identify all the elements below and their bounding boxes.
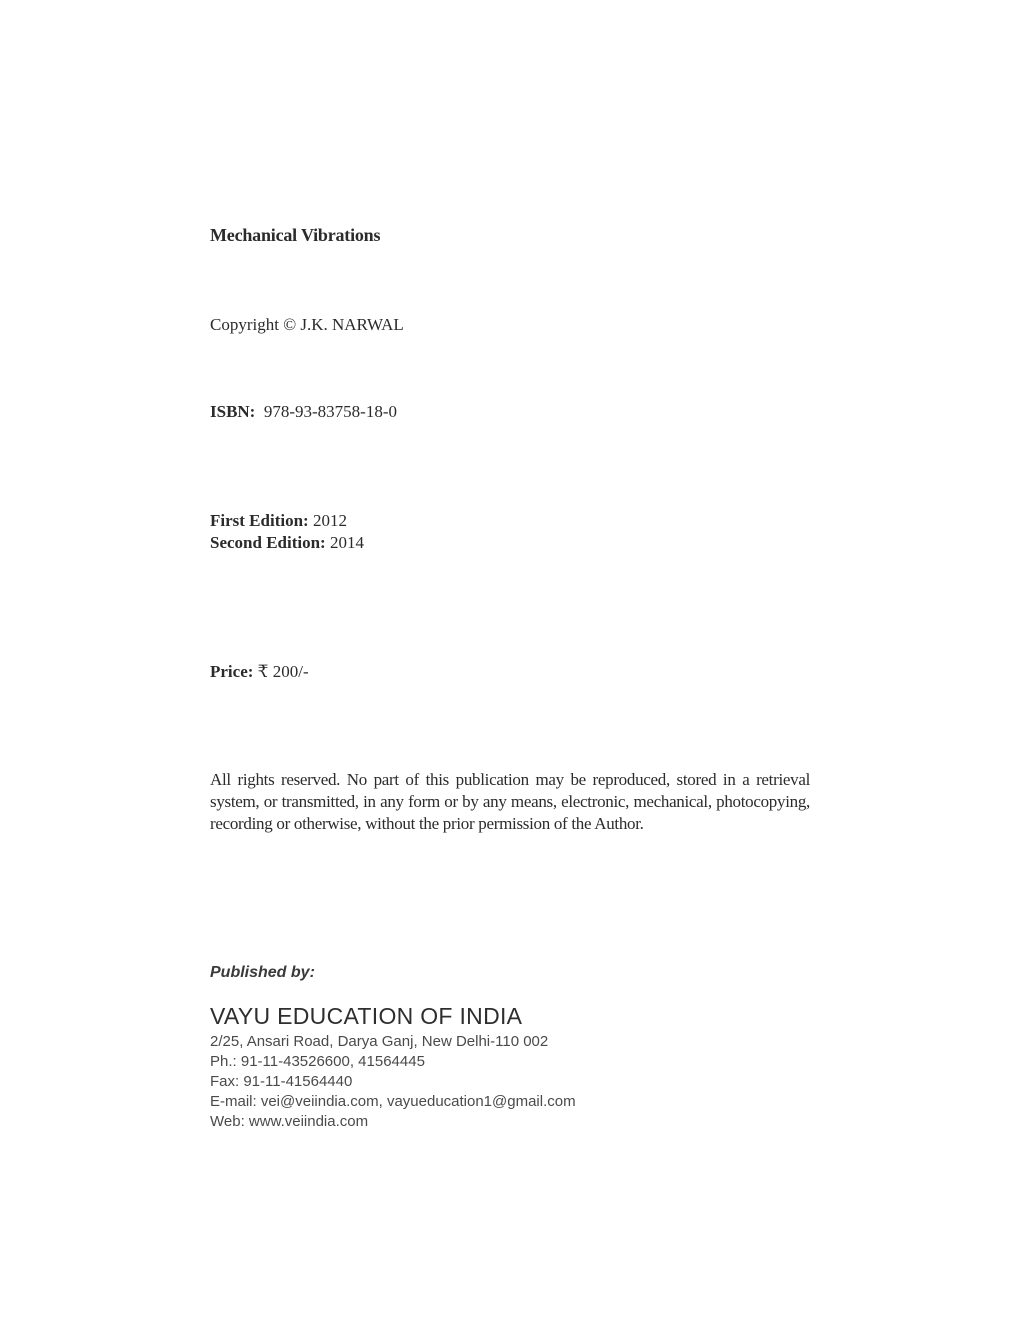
edition-second <box>210 532 364 554</box>
isbn-value: 978-93-83758-18-0 <box>263 402 398 421</box>
editions-block <box>210 510 364 554</box>
publisher-phone: Ph.: 91-11-43526600, 41564445 <box>210 1053 425 1070</box>
isbn-line <box>210 402 397 422</box>
isbn-label: ISBN: <box>210 402 256 421</box>
publisher-name: VAYU EDUCATION OF INDIA <box>210 1003 523 1029</box>
publisher-address: 2/25, Ansari Road, Darya Ganj, New Delhi-110 002 <box>210 1033 549 1050</box>
price-label: Price: <box>210 662 254 681</box>
edition-year: 2012 <box>312 511 347 530</box>
rights-notice: All rights reserved. No part of this publication may be reproduced, stored in a retrieval system, or transmitted, in any form or by any means, electronic, mechanical, photocopying, recording or otherwise, without the prior permission of the Author. <box>210 770 810 833</box>
publisher-web: Web: www.veiindia.com <box>210 1113 369 1130</box>
price-value: ₹ 200/- <box>257 662 309 681</box>
edition-label: Second Edition: <box>210 533 326 552</box>
edition-label: First Edition: <box>210 511 309 530</box>
publisher-email: E-mail: vei@veiindia.com, vayueducation1@gmail.com <box>210 1093 576 1110</box>
price-line <box>210 662 309 682</box>
publisher-fax: Fax: 91-11-41564440 <box>210 1073 353 1090</box>
book-title: Mechanical Vibrations <box>210 225 381 245</box>
publisher-details <box>210 1032 576 1132</box>
edition-first <box>210 510 364 532</box>
published-by-label: Published by: <box>210 964 315 981</box>
edition-year: 2014 <box>329 533 364 552</box>
copyright-line: Copyright © J.K. NARWAL <box>210 315 404 334</box>
